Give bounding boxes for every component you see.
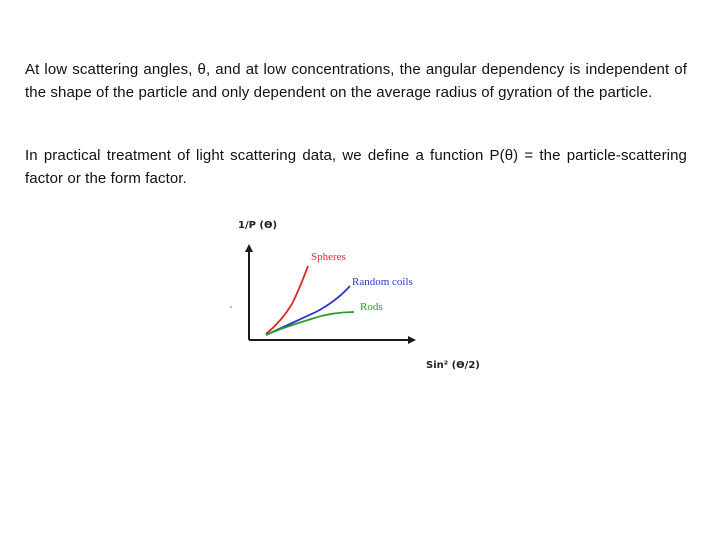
rods-label: Rods [360,301,383,313]
y-axis-label: 1/P (ϴ) [238,220,278,231]
random-coils-curve [266,286,350,335]
spheres-label: Spheres [311,251,346,263]
x-axis-label: Sin² (ϴ/2) [426,360,480,371]
scattering-diagram [226,214,506,384]
intercept-dot [230,306,232,308]
random-coils-label: Random coils [352,276,413,288]
paragraph-form-factor: In practical treatment of light scattering data, we define a function P(θ) = the particle-scattering factor or the form factor. [25,147,687,187]
spheres-curve [266,266,308,334]
paragraph-angular-dependency: At low scattering angles, θ, and at low concentrations, the angular dependency is independent of the shape of the particle and only dependent on the average radius of gyration of the particle. [25,61,687,101]
scattering-figure [226,214,506,384]
